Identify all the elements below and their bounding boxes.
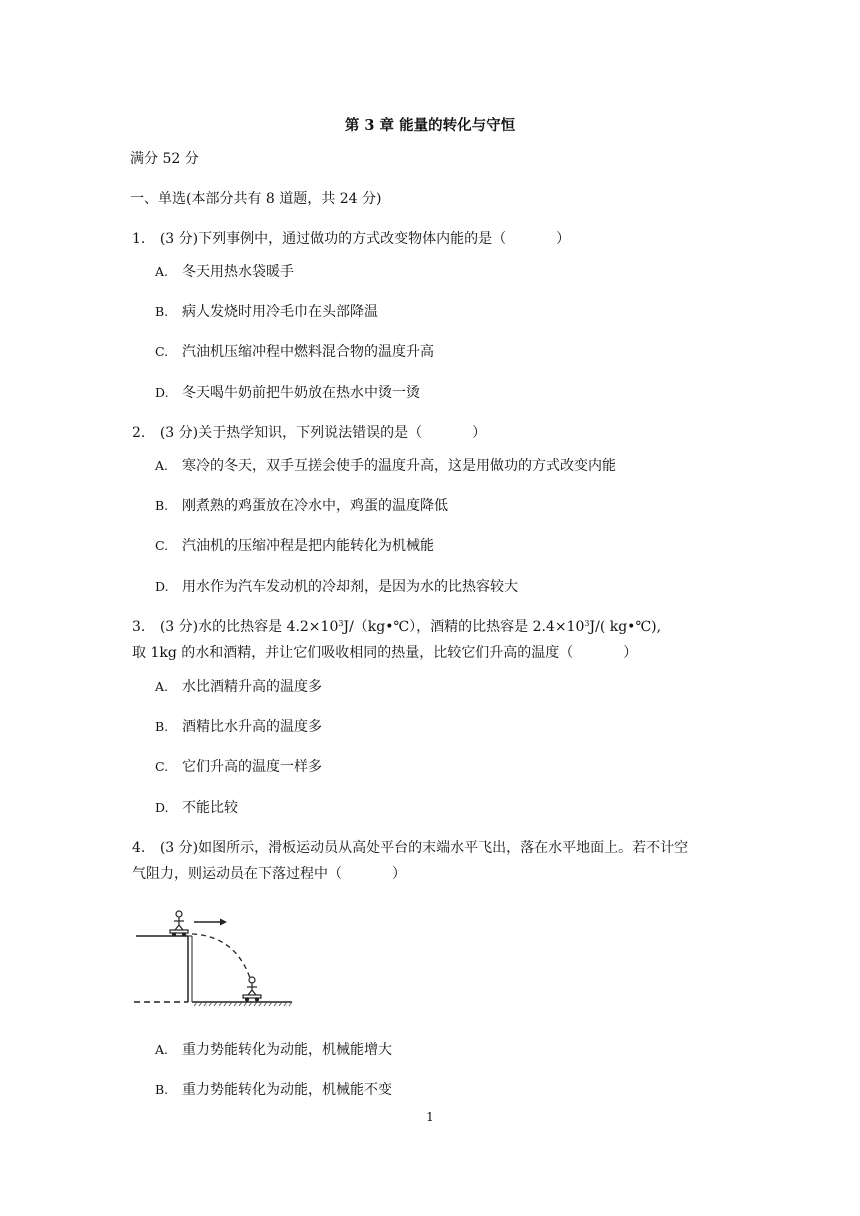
question-points: (3 分) (159, 231, 199, 247)
question-2-option-c[interactable] (155, 536, 434, 556)
option-text: 酒精比水升高的温度多 (182, 719, 322, 735)
option-letter: D. (155, 800, 169, 815)
option-letter: D. (155, 579, 169, 594)
question-2-option-a[interactable] (155, 456, 616, 476)
question-3-stem (132, 617, 661, 637)
option-text: 重力势能转化为动能，机械能增大 (182, 1042, 392, 1058)
question-4-stem-line2 (132, 864, 406, 884)
option-letter: A. (155, 458, 169, 473)
option-letter: A. (155, 1042, 169, 1057)
answer-paren-close: ） (556, 231, 571, 247)
question-text: 如图所示，滑板运动员从高处平台的末端水平飞出，落在水平地面上。若不计空 (198, 840, 689, 856)
option-letter: D. (155, 385, 169, 400)
question-4-option-a[interactable] (155, 1040, 392, 1060)
option-text: 冬天用热水袋暖手 (182, 264, 294, 280)
question-text: J/（kg•℃），酒精的比热容是 2.4×10 (343, 619, 585, 635)
question-3-option-d[interactable] (155, 798, 238, 818)
question-number: 2. (132, 425, 146, 441)
answer-paren-close: ） (392, 866, 406, 882)
document-title: 第 3 章 能量的转化与守恒 (344, 117, 516, 134)
question-4-option-b[interactable] (155, 1080, 392, 1100)
option-letter: A. (155, 264, 169, 279)
section-heading: 一、单选(本部分共有 8 道题，共 24 分) (130, 191, 382, 207)
option-text: 汽油机的压缩冲程是把内能转化为机械能 (182, 538, 434, 554)
option-text: 病人发烧时用冷毛巾在头部降温 (182, 304, 378, 320)
question-2-option-b[interactable] (155, 496, 448, 516)
option-text: 水比酒精升高的温度多 (182, 679, 322, 695)
question-points: (3 分) (159, 840, 199, 856)
question-1-option-c[interactable] (155, 342, 434, 362)
question-text: 关于热学知识，下列说法错误的是（ (198, 425, 423, 441)
question-text: 水的比热容是 4.2×10 (198, 619, 339, 635)
option-text: 重力势能转化为动能，机械能不变 (182, 1082, 392, 1098)
question-number: 4. (132, 840, 146, 856)
exponent: 3 (584, 619, 590, 628)
option-text: 刚煮熟的鸡蛋放在冷水中，鸡蛋的温度降低 (182, 498, 448, 514)
question-points: (3 分) (159, 425, 199, 441)
question-4-stem (132, 838, 688, 858)
exponent: 3 (338, 619, 344, 628)
question-number: 3. (132, 619, 146, 635)
option-text: 它们升高的温度一样多 (182, 759, 322, 775)
question-1-option-b[interactable] (155, 302, 378, 322)
question-1-option-d[interactable] (155, 383, 420, 403)
question-text: 下列事例中，通过做功的方式改变物体内能的是（ (198, 231, 507, 247)
page-number: 1 (426, 1110, 434, 1124)
question-2-option-d[interactable] (155, 577, 518, 597)
full-score: 满分 52 分 (130, 151, 199, 167)
option-text: 用水作为汽车发动机的冷却剂，是因为水的比热容较大 (182, 579, 518, 595)
option-letter: C. (155, 759, 169, 774)
option-letter: A. (155, 679, 169, 694)
option-letter: B. (155, 1082, 169, 1097)
question-3-stem-line2 (132, 643, 637, 663)
answer-paren-close: ） (472, 425, 487, 441)
option-letter: B. (155, 304, 169, 319)
option-letter: C. (155, 344, 169, 359)
question-number: 1. (132, 231, 146, 247)
question-3-option-c[interactable] (155, 757, 322, 777)
question-3-option-a[interactable] (155, 677, 322, 697)
option-text: 冬天喝牛奶前把牛奶放在热水中烫一烫 (182, 385, 420, 401)
question-3-option-b[interactable] (155, 717, 322, 737)
option-text: 寒冷的冬天，双手互搓会使手的温度升高，这是用做功的方式改变内能 (182, 458, 616, 474)
question-1-option-a[interactable] (155, 262, 294, 282)
option-letter: C. (155, 538, 169, 553)
skateboarder-trajectory-diagram-icon (130, 896, 300, 1012)
question-text: J/( kg•℃), (589, 619, 662, 635)
option-letter: B. (155, 498, 169, 513)
answer-paren-close: ） (623, 645, 638, 661)
question-text: 取 1kg 的水和酒精，并让它们吸收相同的热量，比较它们升高的温度（ (132, 645, 574, 661)
question-1-stem (132, 229, 570, 249)
option-text: 汽油机压缩冲程中燃料混合物的温度升高 (182, 344, 434, 360)
question-text: 气阻力，则运动员在下落过程中（ (132, 866, 342, 882)
option-text: 不能比较 (182, 800, 238, 816)
question-points: (3 分) (159, 619, 199, 635)
question-2-stem (132, 423, 486, 443)
option-letter: B. (155, 719, 169, 734)
